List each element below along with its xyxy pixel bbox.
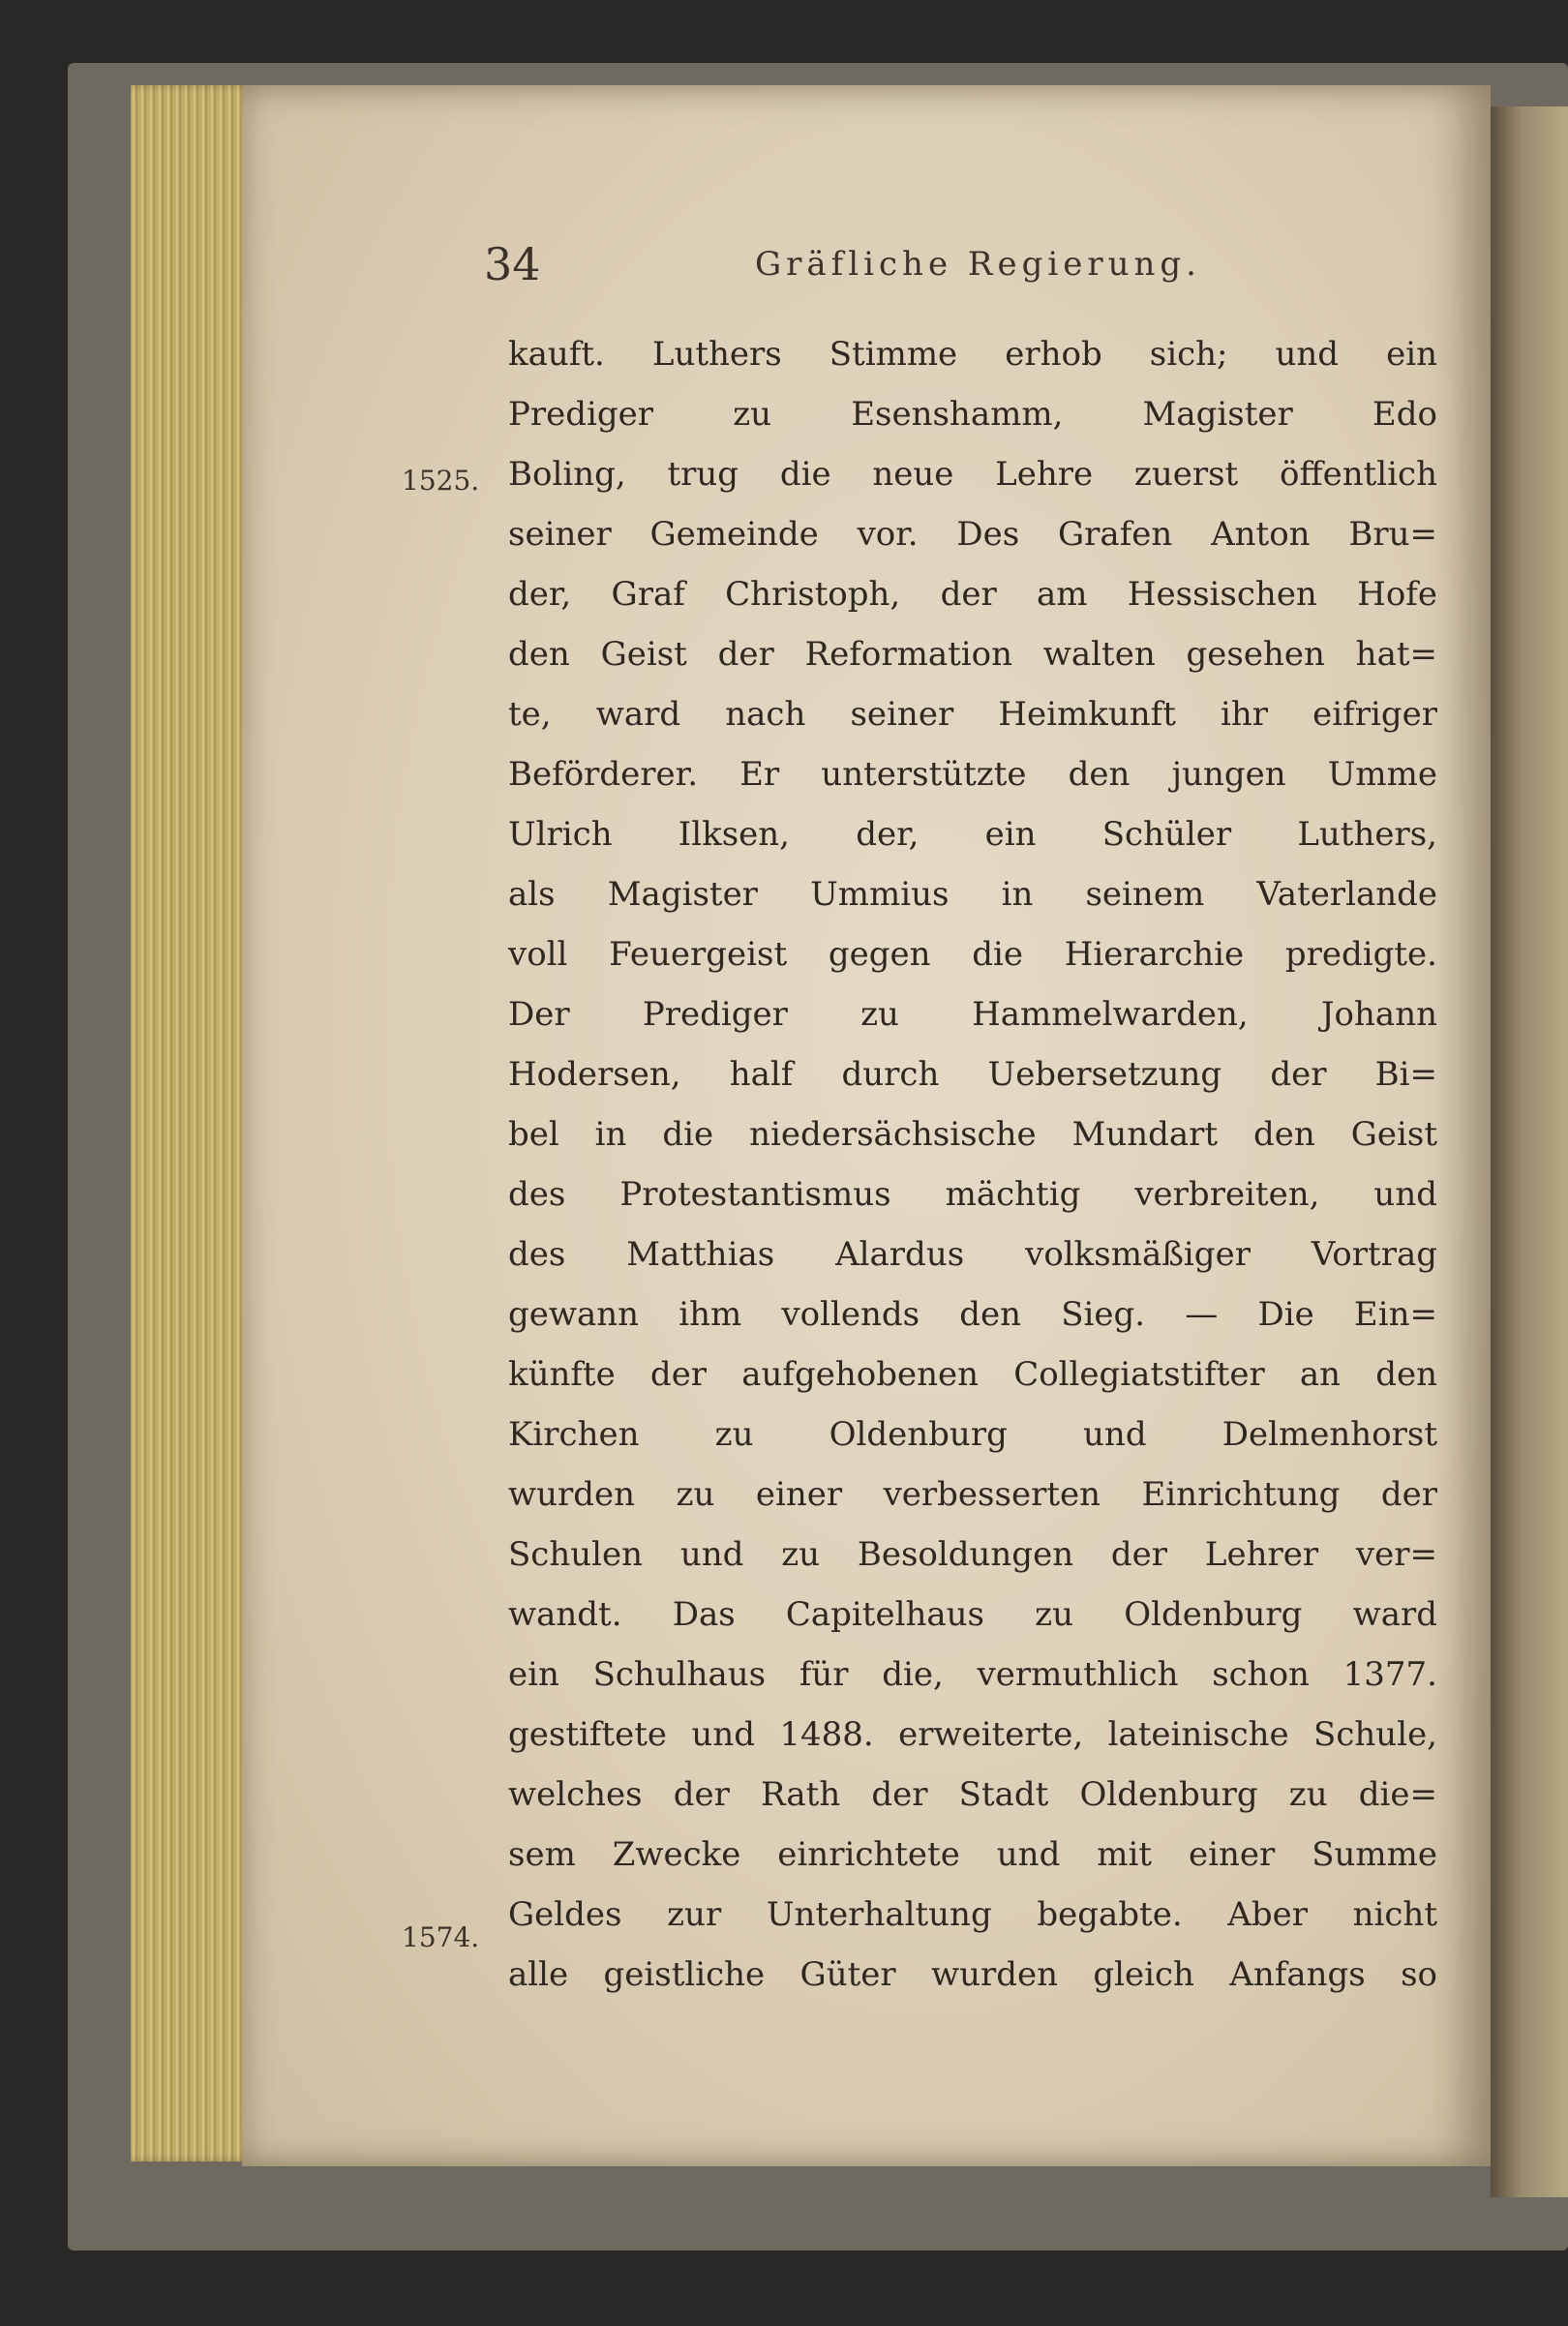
text-line: wandt. Das Capitelhaus zu Oldenburg ward — [508, 1595, 1437, 1634]
text-line: kauft. Luthers Stimme erhob sich; und ein — [508, 335, 1437, 374]
margin-year: 1574. — [402, 1921, 480, 1953]
text-line: Boling, trug die neue Lehre zuerst öffentlich — [508, 455, 1437, 494]
text-line: Der Prediger zu Hammelwarden, Johann — [508, 995, 1437, 1034]
running-title: Gräfliche Regierung. — [755, 245, 1201, 284]
text-line: gewann ihm vollends den Sieg. — Die Ein= — [508, 1295, 1437, 1334]
margin-year: 1525. — [402, 465, 480, 497]
page-number: 34 — [484, 238, 541, 290]
text-line: bel in die niedersächsische Mundart den Geist — [508, 1115, 1437, 1154]
page-header — [484, 230, 1258, 298]
text-line: wurden zu einer verbesserten Einrichtung der — [508, 1475, 1437, 1514]
text-line: ein Schulhaus für die, vermuthlich schon 1377. — [508, 1655, 1437, 1694]
text-line: Beförderer. Er unterstützte den jungen Umme — [508, 755, 1437, 794]
text-line: voll Feuergeist gegen die Hierarchie predigte. — [508, 935, 1437, 974]
text-line: gestiftete und 1488. erweiterte, lateinische Schule, — [508, 1715, 1437, 1754]
text-line: te, ward nach seiner Heimkunft ihr eifriger — [508, 695, 1437, 734]
body-text — [508, 324, 1437, 2005]
text-line: des Matthias Alardus volksmäßiger Vortrag — [508, 1235, 1437, 1274]
text-line: alle geistliche Güter wurden gleich Anfangs so — [508, 1955, 1437, 1994]
text-line: Hodersen, half durch Uebersetzung der Bi= — [508, 1055, 1437, 1094]
facing-page-edge — [1491, 106, 1568, 2197]
text-line: Geldes zur Unterhaltung begabte. Aber nicht — [508, 1895, 1437, 1934]
text-line: künfte der aufgehobenen Collegiatstifter an den — [508, 1355, 1437, 1394]
text-line: Kirchen zu Oldenburg und Delmenhorst — [508, 1415, 1437, 1454]
text-line: Schulen und zu Besoldungen der Lehrer ver= — [508, 1535, 1437, 1574]
text-line: als Magister Ummius in seinem Vaterlande — [508, 875, 1437, 914]
text-line: den Geist der Reformation walten gesehen hat= — [508, 635, 1437, 674]
text-line: Prediger zu Esenshamm, Magister Edo — [508, 395, 1437, 434]
text-line: sem Zwecke einrichtete und mit einer Summe — [508, 1835, 1437, 1874]
text-line: der, Graf Christoph, der am Hessischen Hofe — [508, 575, 1437, 614]
text-line: seiner Gemeinde vor. Des Grafen Anton Bru= — [508, 515, 1437, 554]
text-line: des Protestantismus mächtig verbreiten, und — [508, 1175, 1437, 1214]
text-line: welches der Rath der Stadt Oldenburg zu die= — [508, 1775, 1437, 1814]
text-line: Ulrich Ilksen, der, ein Schüler Luthers, — [508, 815, 1437, 854]
